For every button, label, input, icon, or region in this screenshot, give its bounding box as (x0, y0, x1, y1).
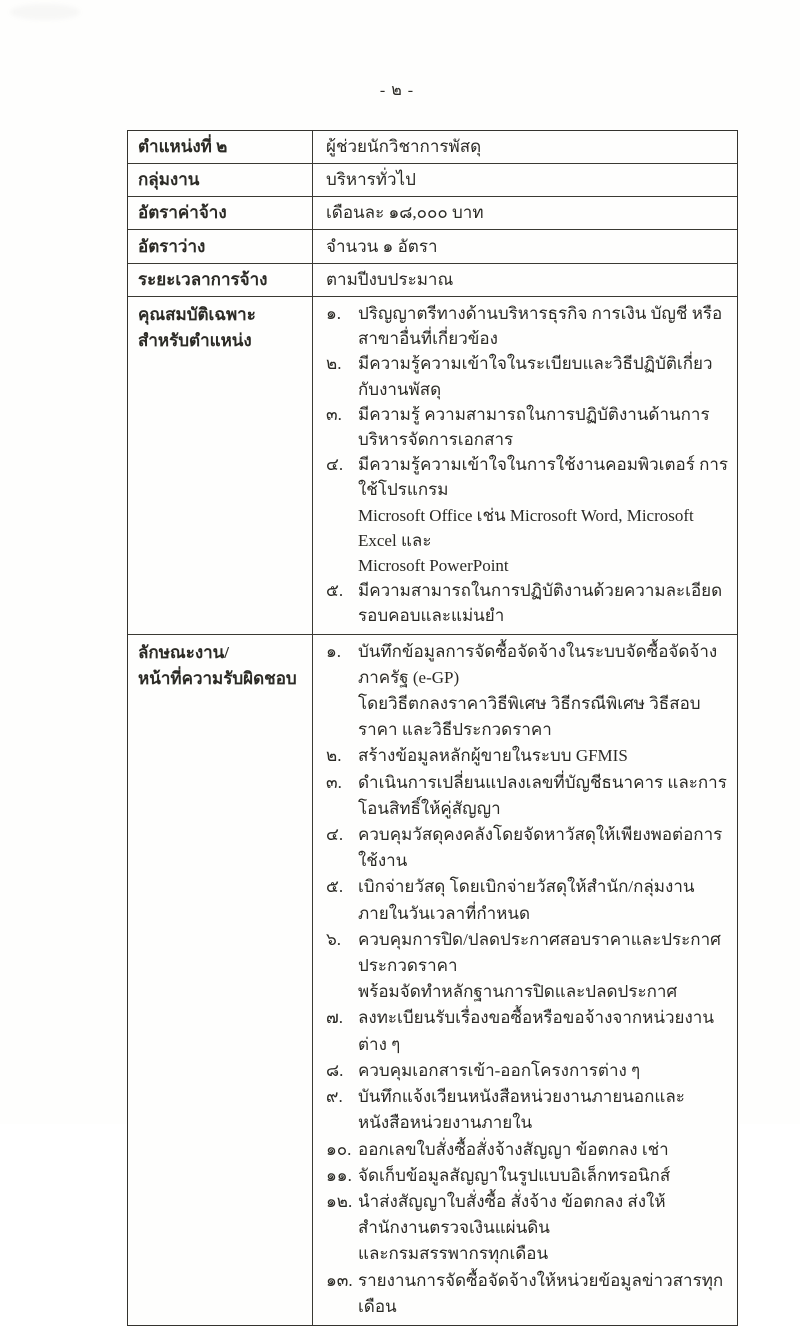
item-text (358, 578, 729, 628)
table-row-position (128, 131, 737, 164)
numbered-item (326, 822, 729, 874)
item-text (358, 1189, 729, 1268)
item-text-line: ดำเนินการเปลี่ยนแปลงเลขที่บัญชีธนาคาร และการโอนสิทธิ์ให้คู่สัญญา (358, 772, 727, 818)
duties-label-line-1: ลักษณะงาน/ (138, 642, 230, 662)
item-text-line: Microsoft Office เช่น Microsoft Word, Microsoft Excel และ (358, 505, 694, 550)
scan-smudge (10, 4, 80, 20)
item-text (358, 301, 729, 351)
item-number: ๑๒. (326, 1191, 353, 1211)
item-text (358, 743, 729, 769)
row-label-qualifications: คุณสมบัติเฉพาะสำหรับตำแหน่ง (128, 297, 313, 634)
table-row-vacancy (128, 230, 737, 264)
numbered-item (326, 1268, 729, 1320)
numbered-item (326, 1058, 729, 1084)
row-value-vacancy: จำนวน ๑ อัตรา (326, 236, 438, 256)
numbered-item (326, 927, 729, 1006)
table-row-wage (128, 197, 737, 230)
numbered-item (326, 351, 729, 401)
item-text (358, 770, 729, 822)
item-text-line: และกรมสรรพากรทุกเดือน (358, 1244, 549, 1264)
numbered-item (326, 639, 729, 744)
item-text-line: ปริญญาตรีทางด้านบริหารธุรกิจ การเงิน บัญชี หรือสาขาอื่นที่เกี่ยวข้อง (358, 304, 723, 349)
item-number: ๒. (326, 354, 342, 374)
item-number: ๓. (326, 404, 342, 424)
table-row-duties (128, 635, 737, 1325)
item-number: ๔. (326, 825, 344, 845)
qualifications-list (313, 297, 737, 634)
row-label-work-group: กลุ่มงาน (128, 164, 313, 196)
item-number: ๓. (326, 772, 342, 792)
row-value-wage: เดือนละ ๑๘,๐๐๐ บาท (326, 203, 484, 222)
item-text-line: นำส่งสัญญาใบสั่งซื้อ สั่งจ้าง ข้อตกลง ส่งให้สำนักงานตรวจเงินแผ่นดิน (358, 1191, 666, 1238)
row-label-duties (128, 635, 313, 1325)
item-number: ๕. (326, 581, 344, 601)
item-text-line: Microsoft PowerPoint (358, 556, 509, 576)
item-number: ๕. (326, 877, 344, 897)
item-text-line: บันทึกแจ้งเวียนหนังสือหน่วยงานภายนอกและหนังสือหน่วยงานภายใน (358, 1087, 685, 1133)
item-number: ๑. (326, 304, 342, 323)
item-number: ๔. (326, 455, 344, 475)
row-label-position: ตำแหน่งที่ ๒ (128, 131, 313, 163)
item-text-line: เบิกจ่ายวัสดุ โดยเบิกจ่ายวัสดุให้สำนัก/กลุ่มงาน ภายในวันเวลาที่กำหนด (358, 877, 695, 923)
page-number: - ๒ - (379, 82, 415, 99)
duties-label-line-2: หน้าที่ความรับผิดชอบ (138, 668, 297, 688)
numbered-item (326, 770, 729, 822)
item-number: ๗. (326, 1008, 344, 1028)
item-text (358, 1084, 729, 1136)
numbered-item (326, 301, 729, 351)
item-text (358, 402, 729, 452)
row-label-employment-period: ระยะเวลาการจ้าง (128, 264, 313, 296)
item-text (358, 351, 729, 401)
item-number: ๑. (326, 641, 342, 661)
item-text-line: รายงานการจัดซื้อจัดจ้างให้หน่วยข้อมูลข่าวสารทุกเดือน (358, 1270, 724, 1316)
item-text-line: มีความรู้ความเข้าใจในระเบียบและวิธีปฏิบัติเกี่ยวกับงานพัสดุ (358, 354, 713, 399)
item-text-line: มีความสามารถในการปฏิบัติงานด้วยความละเอียดรอบคอบและแม่นยำ (358, 581, 723, 626)
item-text-line: สร้างข้อมูลหลักผู้ขายในระบบ GFMIS (358, 746, 628, 766)
item-text-line: จัดเก็บข้อมูลสัญญาในรูปแบบอิเล็กทรอนิกส์ (358, 1165, 671, 1185)
item-number: ๙. (326, 1087, 343, 1107)
numbered-item (326, 578, 729, 628)
row-label-wage: อัตราค่าจ้าง (128, 197, 313, 229)
item-number: ๑๑. (326, 1165, 352, 1185)
item-text-line: ลงทะเบียนรับเรื่องขอซื้อหรือขอจ้างจากหน่วยงานต่าง ๆ (358, 1008, 714, 1054)
item-text (358, 1005, 729, 1057)
item-text (358, 1137, 729, 1163)
row-value-work-group: บริหารทั่วไป (326, 170, 416, 189)
item-text (358, 1058, 729, 1084)
item-text (358, 639, 729, 744)
item-number: ๑๓. (326, 1270, 353, 1290)
item-number: ๘. (326, 1060, 344, 1080)
item-text (358, 822, 729, 874)
item-text-line: ออกเลขใบสั่งซื้อสั่งจ้างสัญญา ข้อตกลง เช่า (358, 1139, 669, 1159)
numbered-item (326, 1137, 729, 1163)
numbered-item (326, 1084, 729, 1136)
numbered-item (326, 1163, 729, 1189)
item-text-line: ควบคุมวัสดุคงคลังโดยจัดหาวัสดุให้เพียงพอต่อการใช้งาน (358, 825, 723, 871)
item-text (358, 1268, 729, 1320)
numbered-item (326, 874, 729, 926)
item-number: ๒. (326, 746, 342, 766)
numbered-item (326, 1189, 729, 1268)
item-text (358, 452, 729, 578)
item-text-line: มีความรู้ ความสามารถในการปฏิบัติงานด้านการบริหารจัดการเอกสาร (358, 404, 710, 450)
item-text (358, 1163, 729, 1189)
numbered-item (326, 743, 729, 769)
item-text (358, 927, 729, 1006)
item-text-line: พร้อมจัดทำหลักฐานการปิดและปลดประกาศ (358, 982, 678, 1002)
duties-list (313, 635, 737, 1325)
numbered-item (326, 452, 729, 578)
numbered-item (326, 402, 729, 452)
item-text-line: ควบคุมเอกสารเข้า-ออกโครงการต่าง ๆ (358, 1060, 641, 1080)
numbered-item (326, 1005, 729, 1057)
item-text-line: โดยวิธีตกลงราคาวิธีพิเศษ วิธีกรณีพิเศษ วิธีสอบราคา และวิธีประกวดราคา (358, 694, 701, 740)
row-value-position: ผู้ช่วยนักวิชาการพัสดุ (326, 137, 482, 156)
item-text-line: บันทึกข้อมูลการจัดซื้อจัดจ้างในระบบจัดซื้อจัดจ้างภาครัฐ (e-GP) (358, 641, 718, 687)
item-text-line: ควบคุมการปิด/ปลดประกาศสอบราคาและประกาศประกวดราคา (358, 929, 721, 976)
item-text (358, 874, 729, 926)
table-row-qualifications (128, 297, 737, 635)
item-number: ๖. (326, 929, 342, 949)
row-label-vacancy: อัตราว่าง (128, 230, 313, 263)
item-text-line: มีความรู้ความเข้าใจในการใช้งานคอมพิวเตอร์ การใช้โปรแกรม (358, 455, 729, 500)
table-row-employment-period (128, 264, 737, 297)
item-number: ๑๐. (326, 1139, 352, 1159)
row-value-employment-period: ตามปีงบประมาณ (326, 270, 454, 289)
position-detail-table (127, 130, 738, 1326)
table-row-work-group (128, 164, 737, 197)
